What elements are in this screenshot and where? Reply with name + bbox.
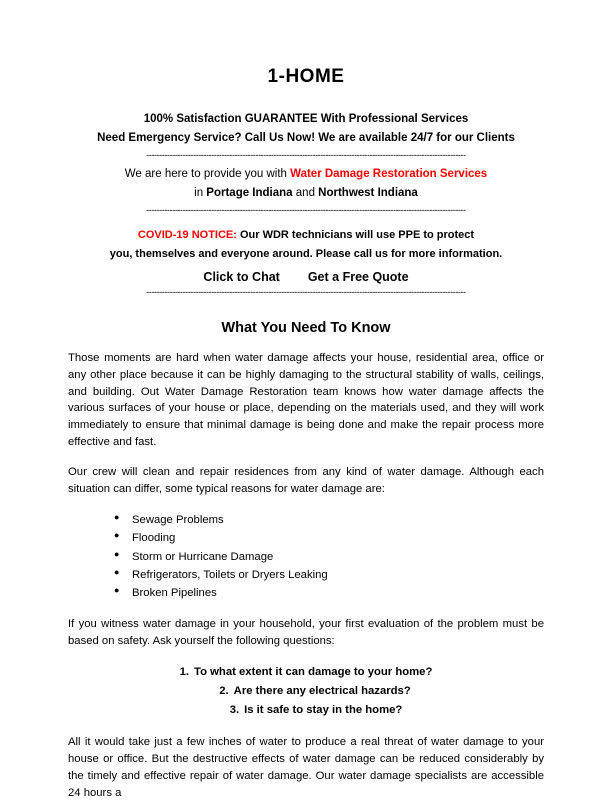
guarantee-line-2: Need Emergency Service? Call Us Now! We are available 24/7 for our Clients (97, 131, 515, 144)
services-line-2 (68, 184, 544, 203)
page-title: 1-HOME (267, 66, 345, 87)
covid-line-2: you, themselves and everyone around. Please call us for more information. (109, 247, 503, 260)
divider-middle: --------------------------------------------------------------------------------------------------------------------------- (146, 206, 466, 216)
question-number: 2. (219, 684, 229, 697)
question-text: Is it safe to stay in the home? (244, 703, 403, 716)
services-highlight: Water Damage Restoration Services (290, 168, 488, 181)
covid-line-1-rest: Our WDR technicians will use PPE to protect (236, 228, 475, 241)
divider-bottom: --------------------------------------------------------------------------------------------------------------------------- (146, 287, 466, 297)
service-area-2: Northwest Indiana (318, 187, 418, 200)
list-item: ● Refrigerators, Toilets or Dryers Leaking (114, 566, 544, 584)
causes-list (68, 511, 544, 602)
list-item: ● Broken Pipelines (114, 584, 544, 602)
paragraph-safety-intro: If you witness water damage in your household, your first evaluation of the problem must be based on safety. Ask yourself the following questions: (68, 617, 544, 647)
covid-notice-label: COVID-19 NOTICE: (137, 228, 237, 241)
question-number: 3. (229, 703, 240, 716)
list-item: ● Storm or Hurricane Damage (114, 548, 544, 566)
question-text: Are there any electrical hazards? (233, 684, 411, 697)
list-item (68, 663, 544, 682)
click-to-chat-link[interactable]: Click to Chat (203, 269, 280, 284)
list-item: ● Sewage Problems (114, 511, 544, 529)
paragraph-causes-intro: Our crew will clean and repair residences from any kind of water damage. Although each situation can differ, some typical reasons for water damage are: (68, 466, 544, 496)
services-line-2-prefix: in (194, 187, 207, 200)
list-item (68, 682, 544, 701)
safety-questions-list (68, 663, 544, 721)
get-free-quote-link[interactable]: Get a Free Quote (307, 269, 409, 284)
section-heading: What You Need To Know (221, 319, 391, 336)
question-text: To what extent it can damage to your home? (194, 665, 433, 678)
cta-row (68, 270, 544, 284)
list-item: ● Flooding (114, 529, 544, 547)
service-area-1: Portage Indiana (206, 187, 293, 200)
covid-line-1 (68, 226, 544, 245)
services-line-1-prefix: We are here to provide you with (124, 168, 291, 181)
covid-notice-block (68, 226, 544, 264)
services-line-2-mid: and (292, 187, 319, 200)
services-line-1 (68, 165, 544, 184)
guarantee-line-1: 100% Satisfaction GUARANTEE With Professional Services (143, 113, 469, 125)
divider-top: --------------------------------------------------------------------------------------------------------------------------- (146, 151, 466, 161)
question-number: 1. (179, 665, 190, 678)
services-block (68, 165, 544, 203)
list-item (68, 701, 544, 720)
paragraph-intro: Those moments are hard when water damage affects your house, residential area, office or any other place because it can be highly damaging to the structural stability of walls, ceilings, and building. Out Water Damage Restoration team knows how water damage affects the various surfaces of your house or place, depending on the materials used, and they will work immediately to ensure that minimal damage is being done and make the repair process more effective and fast. (68, 351, 544, 449)
paragraph-closing: All it would take just a few inches of water to produce a real threat of water damage to your house or office. But the destructive effects of water damage can be reduced considerably by the timely and effective repair of water damage. Our water damage specialists are accessible 24 hours a (68, 736, 544, 799)
guarantee-block (68, 110, 544, 147)
